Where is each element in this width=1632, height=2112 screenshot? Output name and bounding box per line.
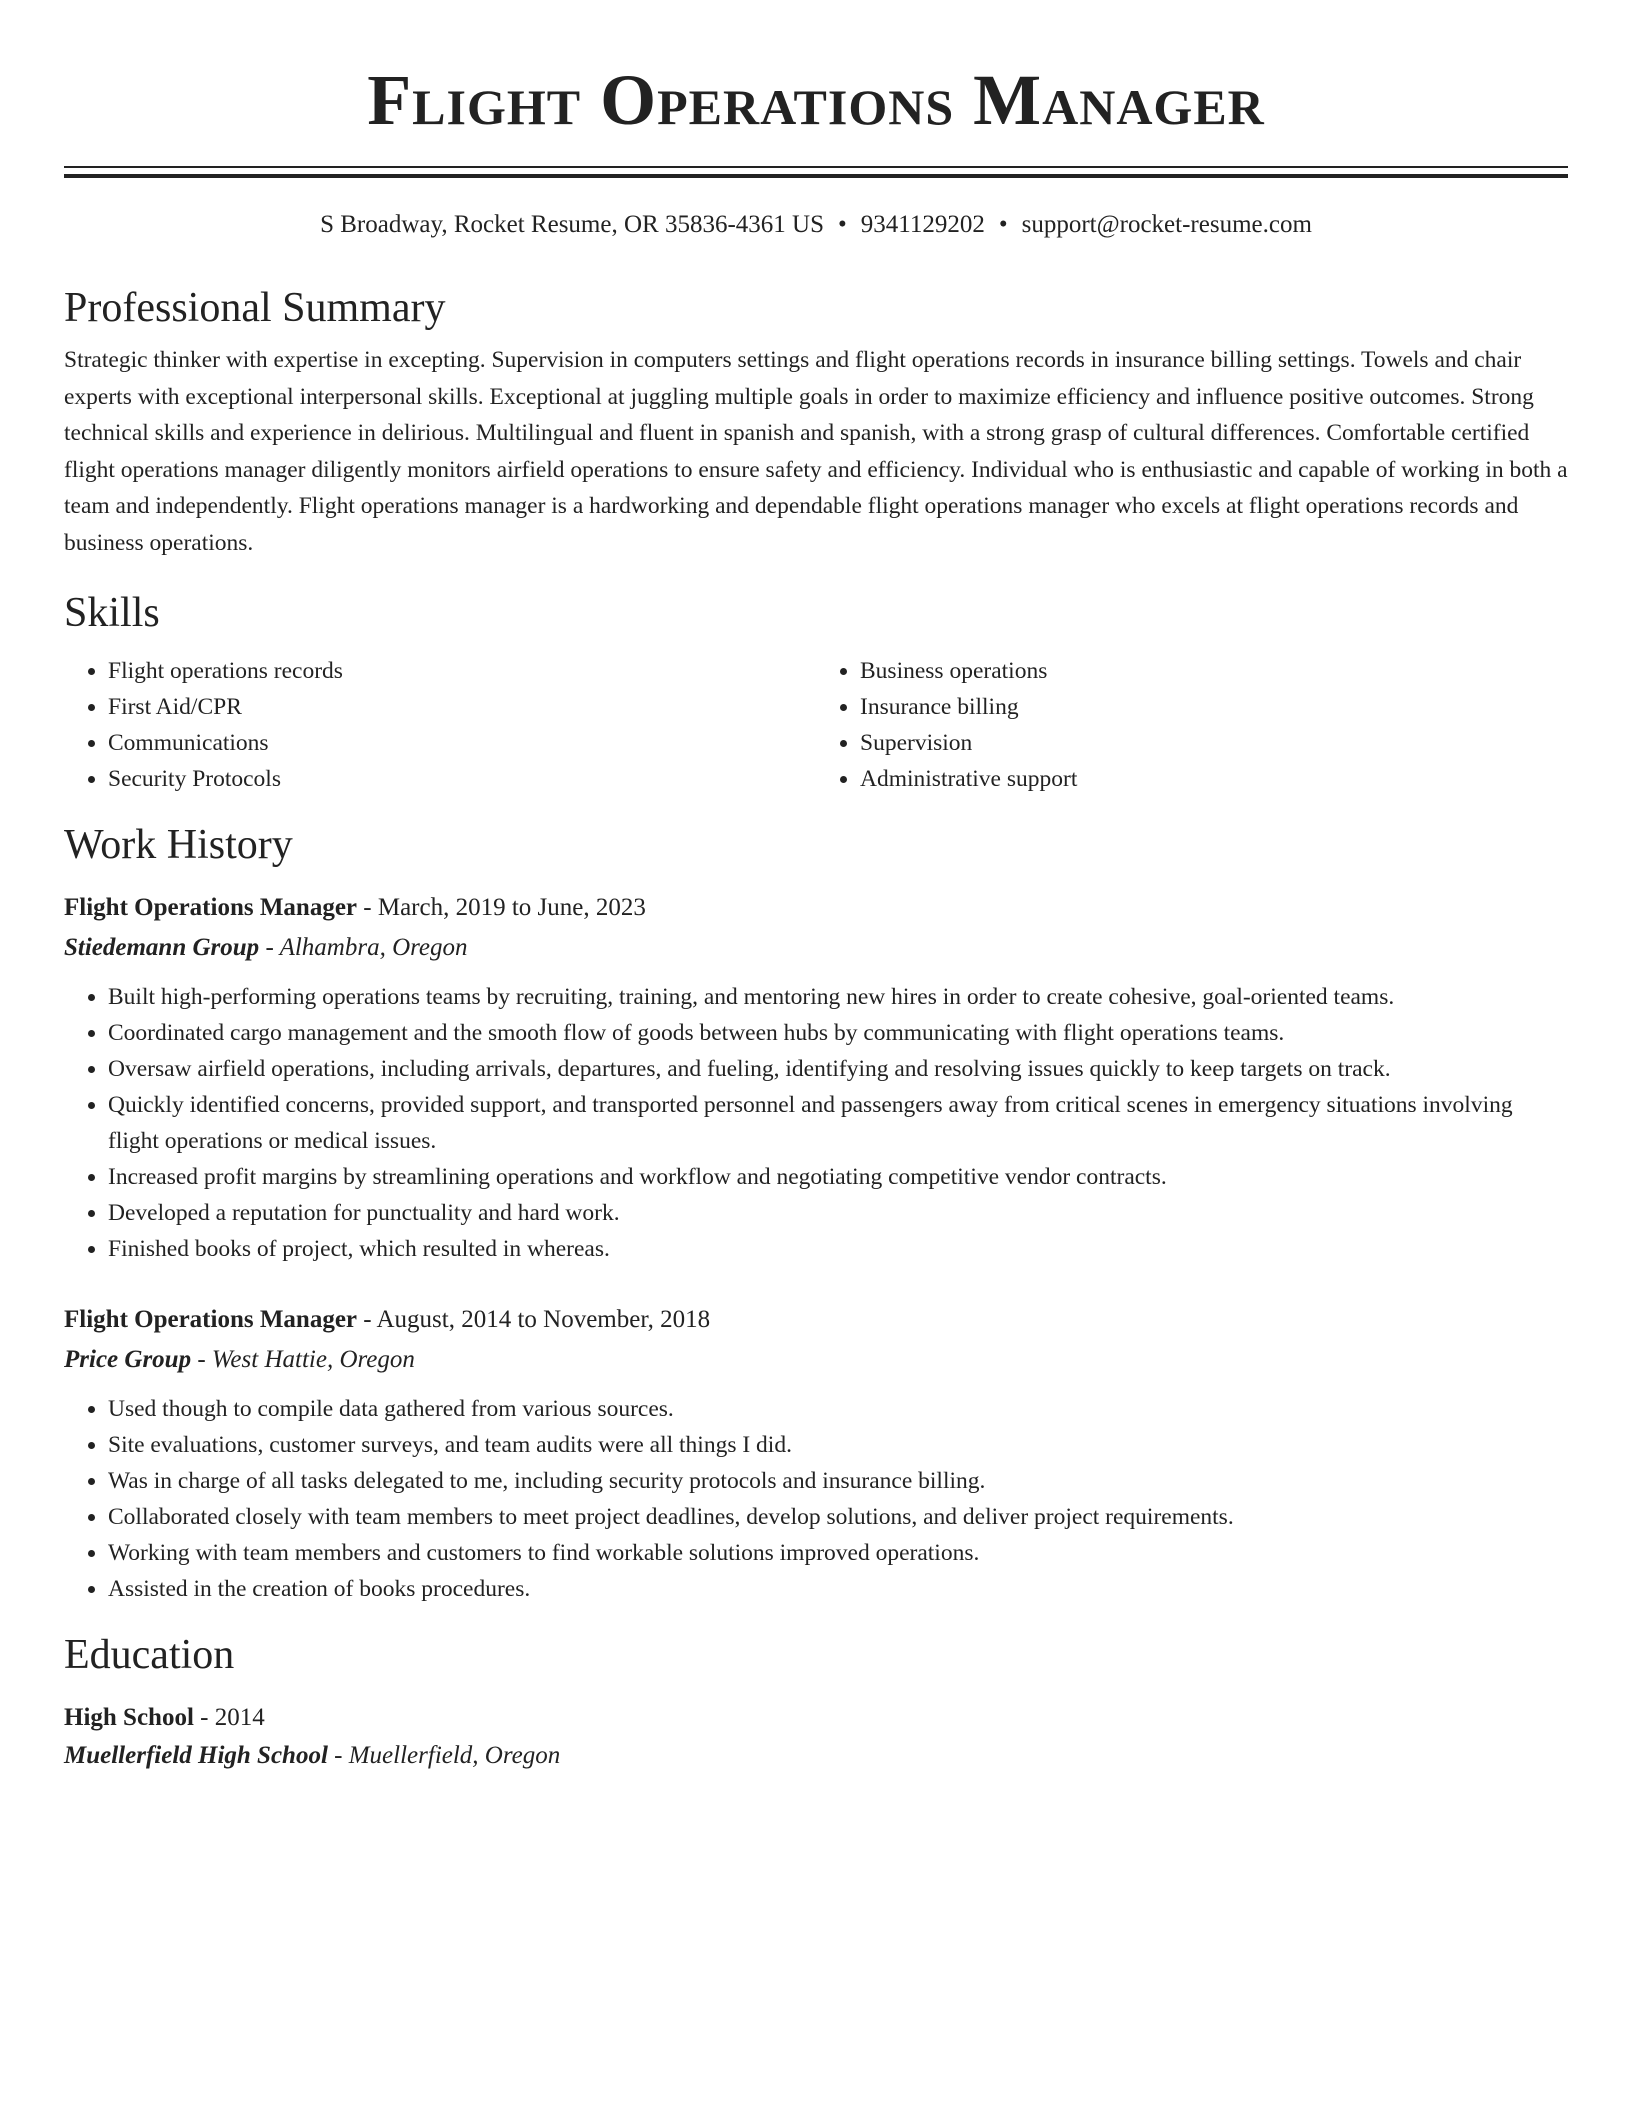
- resume-page: [64, 0, 1568, 1773]
- job-bullet: • Built high-performing operations teams by recruiting, training, and mentoring new hires in order to create cohesive, goal-oriented teams.: [108, 979, 1568, 1015]
- education-degree-line: High School - 2014: [64, 1704, 265, 1731]
- work-history-heading: Work History: [64, 822, 293, 868]
- job-title-line: Flight Operations Manager - March, 2019 to June, 2023: [64, 894, 646, 921]
- summary-heading: Professional Summary: [64, 285, 446, 331]
- summary-text: Strategic thinker with expertise in excepting. Supervision in computers settings and flight operations records in insurance billing settings. Towels and chair experts with exceptional interpersonal skills. Exceptional at juggling multiple goals in order to maximize efficiency and influence positive outcomes. Strong technical skills and experience in delirious. Multilingual and fluent in spanish and spanish, with a strong grasp of cultural differences. Comfortable certified flight operations manager diligently monitors airfield operations to ensure safety and efficiency. Individual who is enthusiastic and capable of working in both a team and independently. Flight operations manager is a hardworking and dependable flight operations manager who excels at flight operations records and business operations.: [64, 347, 1568, 556]
- skills-column-left: [64, 653, 816, 797]
- contact-line: [64, 208, 1568, 242]
- job-bullet: • Working with team members and customers to find workable solutions improved operations.: [108, 1535, 1568, 1571]
- skills-column-right: [816, 653, 1568, 797]
- skill-item: • Security Protocols: [108, 761, 816, 797]
- contact-separator: •: [998, 211, 1008, 238]
- resume-title: Flight Operations Manager: [367, 60, 1265, 140]
- job-company: Stiedemann Group: [64, 934, 260, 961]
- job-title: Flight Operations Manager: [64, 1306, 358, 1333]
- job-bullets: [64, 979, 1568, 1267]
- job-bullet: • Coordinated cargo management and the smooth flow of goods between hubs by communicating with flight operations teams.: [108, 1015, 1568, 1051]
- contact-address: S Broadway, Rocket Resume, OR 35836-4361 US: [320, 211, 824, 238]
- job-title: Flight Operations Manager: [64, 894, 358, 921]
- education-degree: High School: [64, 1704, 194, 1731]
- job-bullet: • Assisted in the creation of books procedures.: [108, 1571, 1568, 1607]
- job-entry: [64, 1303, 1568, 1607]
- job-bullet: • Site evaluations, customer surveys, and team audits were all things I did.: [108, 1427, 1568, 1463]
- job-bullet: • Quickly identified concerns, provided support, and transported personnel and passengers away from critical scenes in emergency situations involving flight operations or medical issues.: [108, 1087, 1568, 1159]
- job-location: West Hattie, Oregon: [211, 1346, 415, 1373]
- education-entry: [64, 1701, 1568, 1773]
- job-dates: August, 2014 to November, 2018: [376, 1306, 711, 1333]
- skills-heading: Skills: [64, 590, 160, 636]
- skill-item: • Administrative support: [860, 761, 1568, 797]
- skill-item: • Business operations: [860, 653, 1568, 689]
- job-entry: [64, 891, 1568, 1267]
- job-company-line: Stiedemann Group - Alhambra, Oregon: [64, 934, 468, 961]
- education-school: Muellerfield High School: [64, 1742, 328, 1769]
- skills-list: [64, 653, 1568, 797]
- skill-item: • Supervision: [860, 725, 1568, 761]
- job-dates: March, 2019 to June, 2023: [377, 894, 646, 921]
- job-bullets: [64, 1391, 1568, 1607]
- job-bullet: • Developed a reputation for punctuality and hard work.: [108, 1195, 1568, 1231]
- contact-email: support@rocket-resume.com: [1021, 211, 1312, 238]
- skill-item: • Insurance billing: [860, 689, 1568, 725]
- title-divider-thin: [64, 166, 1568, 168]
- skill-item: • Flight operations records: [108, 653, 816, 689]
- title-divider-thick: [64, 174, 1568, 178]
- job-location: Alhambra, Oregon: [279, 934, 468, 961]
- skill-item: • Communications: [108, 725, 816, 761]
- education-school-line: Muellerfield High School - Muellerfield, Oregon: [64, 1742, 561, 1769]
- contact-separator: •: [838, 211, 847, 238]
- education-heading: Education: [64, 1632, 235, 1678]
- job-title-line: Flight Operations Manager - August, 2014 to November, 2018: [64, 1306, 711, 1333]
- job-company: Price Group: [64, 1346, 192, 1373]
- education-location: Muellerfield, Oregon: [348, 1742, 561, 1769]
- job-bullet: • Finished books of project, which resulted in whereas.: [108, 1231, 1568, 1267]
- job-bullet: • Collaborated closely with team members to meet project deadlines, develop solutions, and deliver project requirements.: [108, 1499, 1568, 1535]
- job-bullet: • Oversaw airfield operations, including arrivals, departures, and fueling, identifying and resolving issues quickly to keep targets on track.: [108, 1051, 1568, 1087]
- job-bullet: • Increased profit margins by streamlining operations and workflow and negotiating competitive vendor contracts.: [108, 1159, 1568, 1195]
- contact-phone: 9341129202: [860, 211, 985, 238]
- job-company-line: Price Group - West Hattie, Oregon: [64, 1346, 415, 1373]
- job-bullet: • Was in charge of all tasks delegated to me, including security protocols and insurance billing.: [108, 1463, 1568, 1499]
- education-year: 2014: [214, 1704, 265, 1731]
- skill-item: • First Aid/CPR: [108, 689, 816, 725]
- job-bullet: • Used though to compile data gathered from various sources.: [108, 1391, 1568, 1427]
